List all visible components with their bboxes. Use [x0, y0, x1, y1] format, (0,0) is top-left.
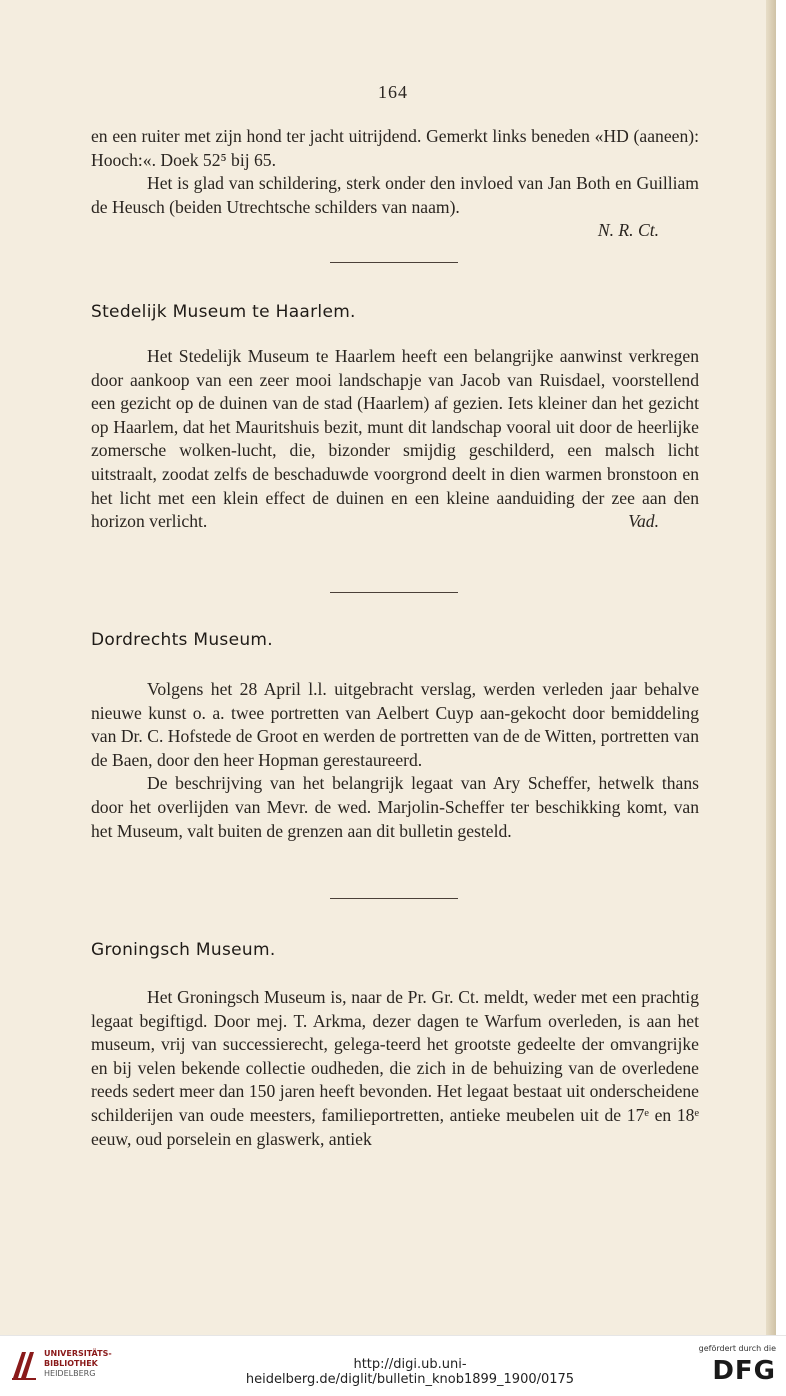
section-divider	[330, 898, 458, 899]
groningen-text-block	[91, 986, 699, 1151]
dordrecht-paragraph-1: Volgens het 28 April l.l. uitgebracht verslag, werden verleden jaar behalve nieuwe kunst o. a. twee portretten van Aelbert Cuyp aan-gekocht door bemiddeling van Dr. C. Hofstede de Groot en werden de portretten van de de Witten, portretten van de Baen, door den heer Hopman gerestaureerd.	[91, 679, 699, 770]
haarlem-signature: Vad.	[628, 511, 659, 532]
section-divider	[330, 262, 458, 263]
haarlem-text-block	[91, 345, 699, 534]
library-name: UNIVERSITÄTS- BIBLIOTHEK HEIDELBERG	[44, 1349, 112, 1378]
viewer-footer	[0, 1335, 786, 1396]
sponsor-caption: gefördert durch die	[698, 1344, 776, 1353]
page-edge	[766, 0, 776, 1335]
intro-paragraph-2: Het is glad van schildering, sterk onder den invloed van Jan Both en Guilliam de Heusch (beiden Utrechtsche schilders van naam).	[91, 173, 699, 217]
university-library-logo-icon	[10, 1348, 38, 1382]
section-heading-dordrecht: Dordrechts Museum.	[91, 630, 273, 650]
haarlem-paragraph: Het Stedelijk Museum te Haarlem heeft een belangrijke aanwinst verkregen door aankoop van een zeer mooi landschapje van Jacob van Ruisdael, voorstellend een gezicht op de duinen van de stad (Haarlem) af gezien. Iets kleiner dan het gezicht op Haarlem, dat het Mauritshuis bezit, munt dit landschap vooral uit door de heerlijke zomersche wolken-lucht, die, bizonder smijdig geschilderd, een malsch licht uitstraalt, zoodat zelfs de beschaduwde voorgrond deelt in dien warmen bronstoon en het licht met een klein effect de duinen en een kleine aanduiding der zee aan den horizon verlicht.	[91, 346, 699, 532]
section-heading-groningen: Groningsch Museum.	[91, 940, 276, 960]
page-number: 164	[378, 82, 408, 102]
dordrecht-text-block	[91, 678, 699, 843]
source-url-link[interactable]: http://digi.ub.uni-heidelberg.de/diglit/bulletin_knob1899_1900/0175	[245, 1357, 575, 1387]
dordrecht-paragraph-2: De beschrijving van het belangrijk legaat van Ary Scheffer, hetwelk thans door het overlijden van Mevr. de wed. Marjolin-Scheffer ter beschikking komt, van het Museum, valt buiten de grenzen aan dit bulletin gesteld.	[91, 773, 699, 841]
section-heading-haarlem: Stedelijk Museum te Haarlem.	[91, 302, 356, 322]
groningen-paragraph: Het Groningsch Museum is, naar de Pr. Gr. Ct. meldt, weder met een prachtig legaat begiftigd. Door mej. T. Arkma, dezer dagen te Warfum overleden, is aan het museum, vrij van successierecht, gelega-teerd het grootste gedeelte der omvangrijke en bij velen bekende collectie oudheden, die zich in de behuizing van de overledene reeds sedert meer dan 150 jaren heeft bevonden. Het legaat bestaat uit onderscheidene schilderijen van oude meesters, familieportretten, antieke meubelen uit de 17ᵉ en 18ᵉ eeuw, oud porselein en glaswerk, antiek	[91, 987, 699, 1149]
intro-signature: N. R. Ct.	[597, 220, 659, 241]
intro-text-block	[91, 125, 699, 243]
dfg-logo: DFG	[712, 1356, 776, 1386]
section-divider	[330, 592, 458, 593]
intro-paragraph-1: en een ruiter met zijn hond ter jacht uitrijdend. Gemerkt links beneden «HD (aaneen): Hooch:«. Doek 52⁵ bij 65.	[91, 126, 699, 170]
